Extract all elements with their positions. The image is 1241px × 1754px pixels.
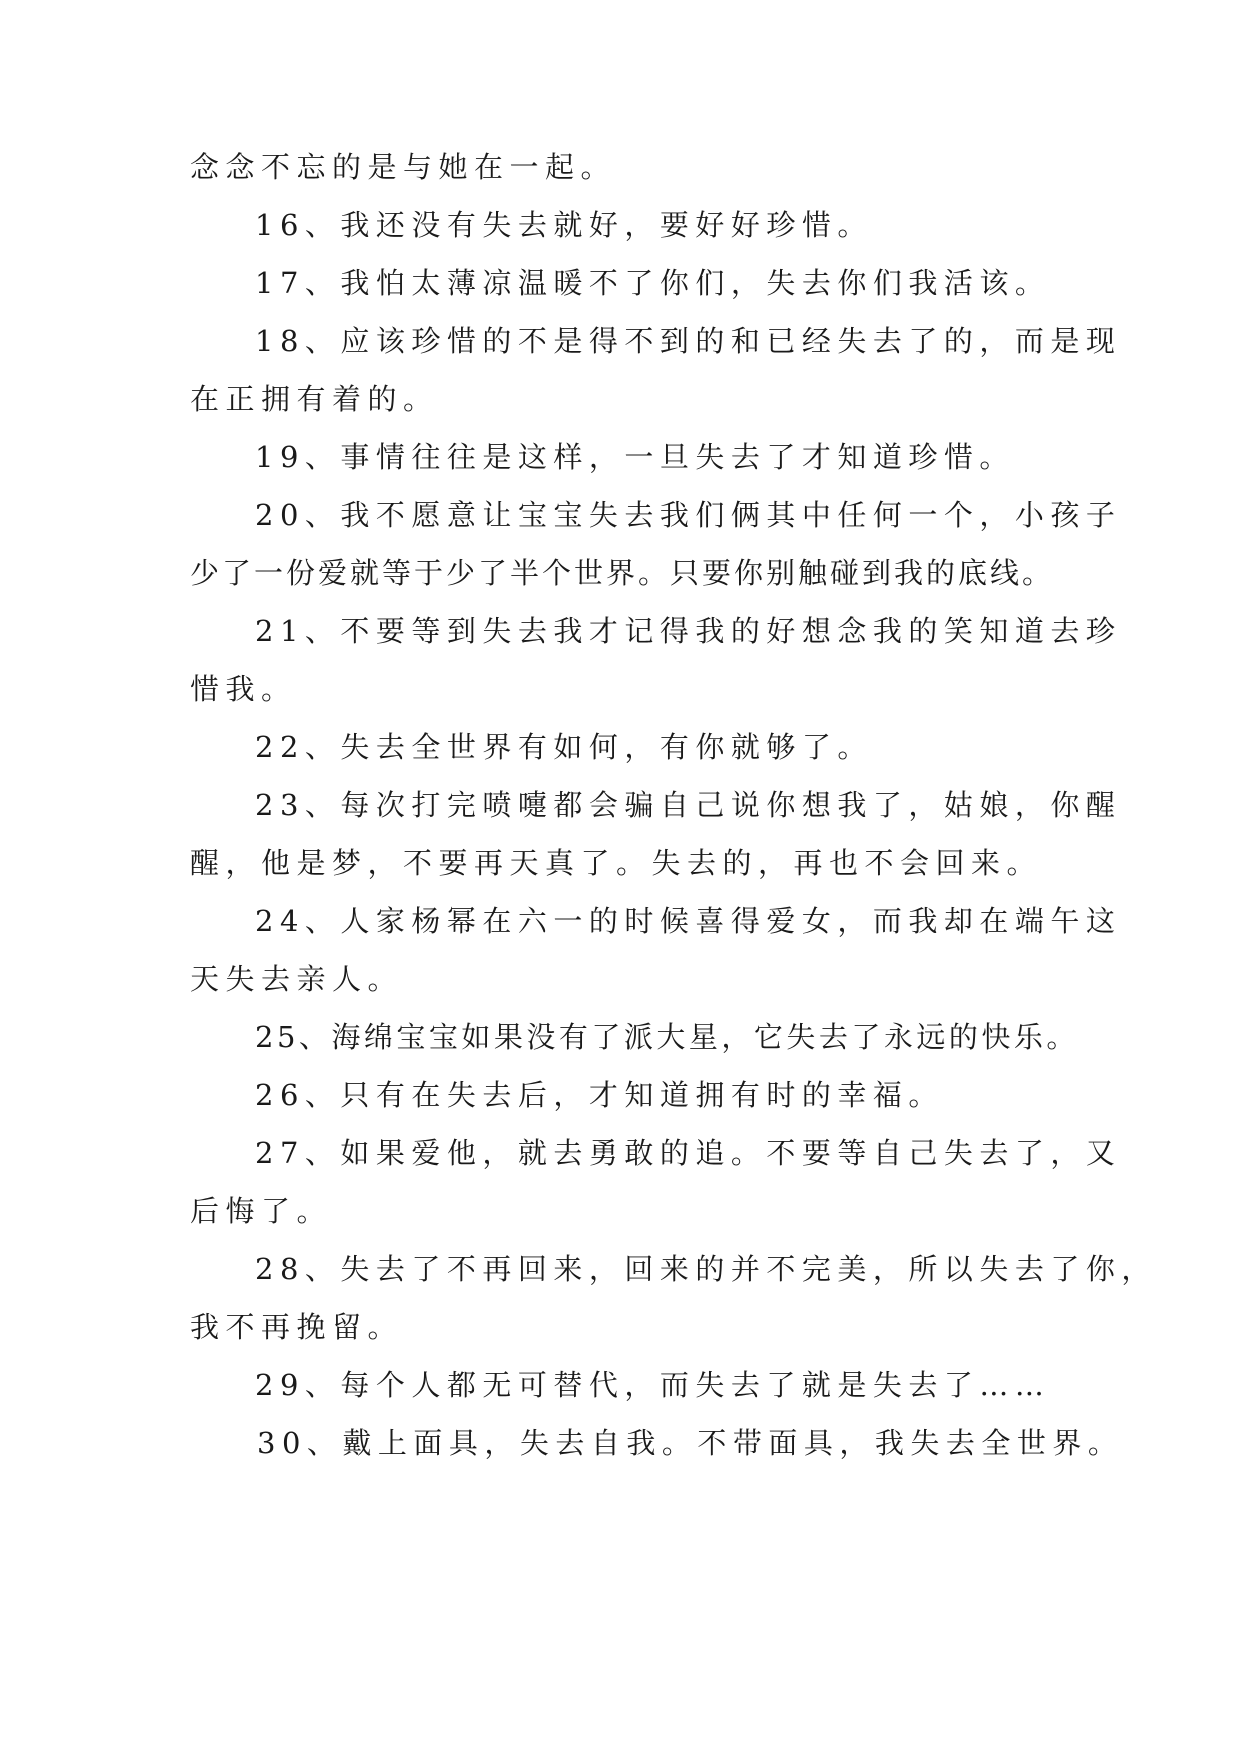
text-line: 19、事情往往是这样，一旦失去了才知道珍惜。: [255, 440, 1015, 474]
text-line: 29、每个人都无可替代，而失去了就是失去了……: [255, 1368, 1051, 1402]
text-line: 后悔了。: [190, 1194, 333, 1228]
text-line: 20、我不愿意让宝宝失去我们俩其中任何一个，小孩子: [255, 498, 1122, 532]
text-line: 在正拥有着的。: [190, 382, 439, 416]
text-line: 少了一份爱就等于少了半个世界。只要你别触碰到我的底线。: [190, 556, 1055, 590]
text-line: 念念不忘的是与她在一起。: [190, 150, 617, 184]
text-line: 24、人家杨幂在六一的时候喜得爱女，而我却在端午这: [255, 904, 1122, 938]
text-line: 23、每次打完喷嚏都会骗自己说你想我了，姑娘，你醒: [255, 788, 1122, 822]
text-line: 惜我。: [190, 672, 297, 706]
text-line: 27、如果爱他，就去勇敢的追。不要等自己失去了，又: [255, 1136, 1122, 1170]
text-line: 16、我还没有失去就好，要好好珍惜。: [255, 208, 873, 242]
text-line: 25、海绵宝宝如果没有了派大星，它失去了永远的快乐。: [255, 1020, 1079, 1054]
text-line: 18、应该珍惜的不是得不到的和已经失去了的，而是现: [255, 324, 1122, 358]
text-line: 28、失去了不再回来，回来的并不完美，所以失去了你，: [255, 1252, 1157, 1286]
text-line: 醒，他是梦，不要再天真了。失去的，再也不会回来。: [190, 846, 1043, 880]
text-line: 30、戴上面具，失去自我。不带面具，我失去全世界。: [257, 1426, 1124, 1460]
text-line: 我不再挽留。: [190, 1310, 404, 1344]
text-line: 天失去亲人。: [190, 962, 404, 996]
text-line: 26、只有在失去后，才知道拥有时的幸福。: [255, 1078, 944, 1112]
text-line: 22、失去全世界有如何，有你就够了。: [255, 730, 873, 764]
text-line: 17、我怕太薄凉温暖不了你们，失去你们我活该。: [255, 266, 1051, 300]
text-line: 21、不要等到失去我才记得我的好想念我的笑知道去珍: [255, 614, 1122, 648]
